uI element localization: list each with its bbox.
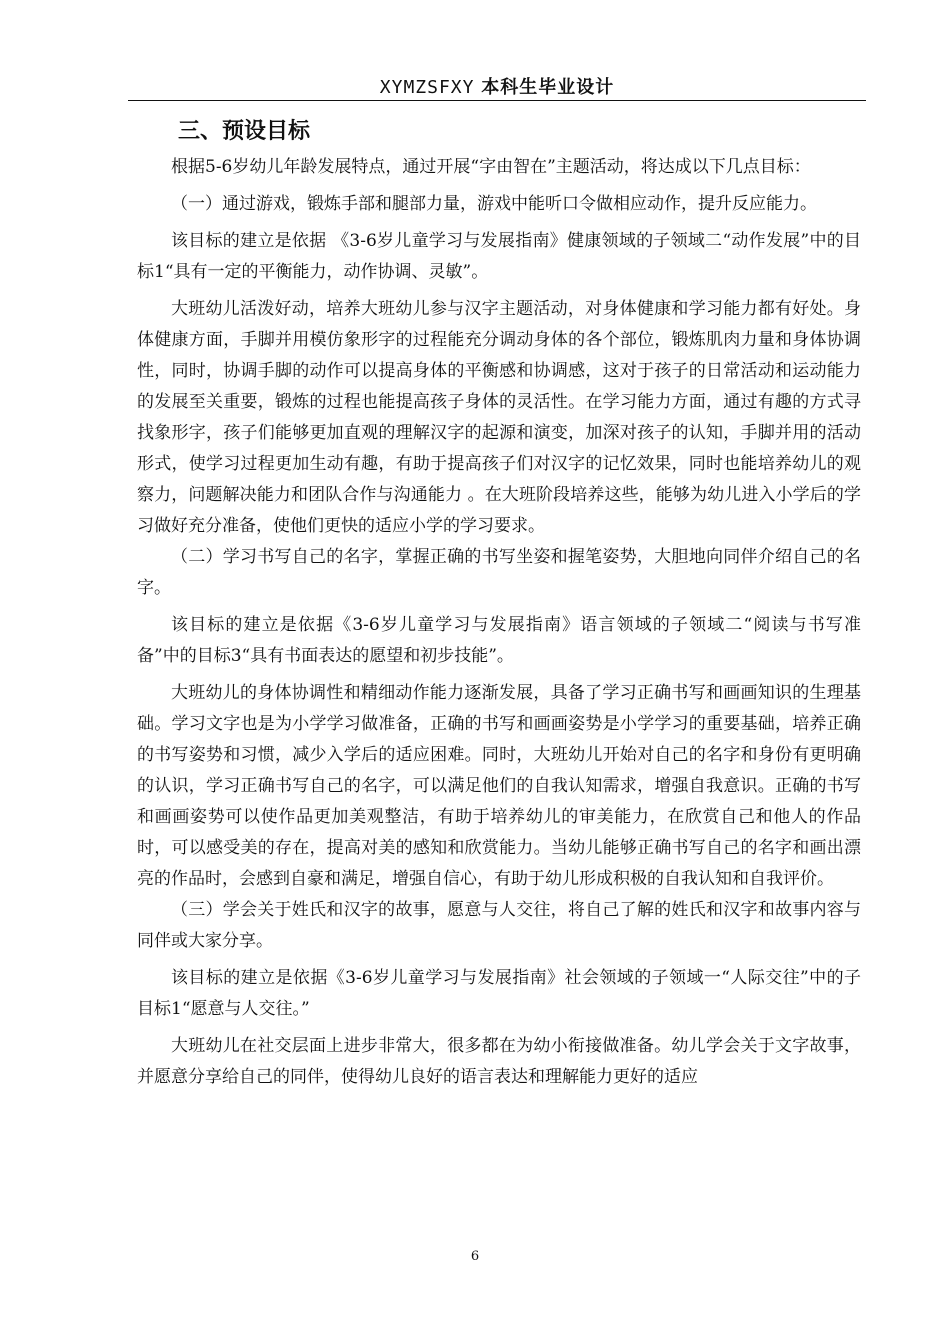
goal-two-explanation: 大班幼儿的身体协调性和精细动作能力逐渐发展，具备了学习正确书写和画画知识的生理基础。学习文字也是为小学学习做准备，正确的书写和画画姿势是小学学习的重要基础，培养正确的书写姿势和习惯，减少入学后的适应困难。同时，大班幼儿开始对自己的名字和身份有更明确的认识，学习正确书写自己的名字，可以满足他们的自我认知需求，增强自我意识。正确的书写和画画姿势可以使作品更加美观整洁，有助于培养幼儿的审美能力，在欣赏自己和他人的作品时，可以感受美的存在，提高对美的感知和欣赏能力。当幼儿能够正确书写自己的名字和画出漂亮的作品时，会感到自豪和满足，增强自信心，有助于幼儿形成积极的自我认知和自我评价。 [137,683,861,889]
goal-three-explanation: 大班幼儿在社交层面上进步非常大，很多都在为幼小衔接做准备。幼儿学会关于文字故事，并愿意分享给自己的同伴，使得幼儿良好的语言表达和理解能力更好的适应 [137,1036,861,1087]
intro-paragraph: 根据5-6岁幼儿年龄发展特点，通过开展“字由智在”主题活动，将达成以下几点目标： [171,157,811,177]
header-school-code: XYMZSFXY [379,77,475,98]
header-divider [128,100,866,101]
goal-two-basis: 该目标的建立是依据《3-6岁儿童学习与发展指南》语言领域的子领域二“阅读与书写准备”中的目标3“具有书面表达的愿望和初步技能”。 [137,615,861,666]
goal-one: （一）通过游戏，锻炼手部和腿部力量，游戏中能听口令做相应动作，提升反应能力。 [171,194,817,214]
goal-two: （二）学习书写自己的名字，掌握正确的书写坐姿和握笔姿势，大胆地向同伴介绍自己的名字。 [137,547,861,598]
body-text [137,114,861,1093]
goal-one-basis: 该目标的建立是依据 《3-6岁儿童学习与发展指南》健康领域的子领域二“动作发展”中的目标1“具有一定的平衡能力，动作协调、灵敏”。 [137,231,861,282]
goal-three: （三）学会关于姓氏和汉字的故事，愿意与人交往，将自己了解的姓氏和汉字和故事内容与同伴或大家分享。 [137,900,861,951]
header-title: 本科生毕业设计 [481,77,615,98]
goal-three-basis: 该目标的建立是依据《3-6岁儿童学习与发展指南》社会领域的子领域一“人际交往”中的子目标1“愿意与人交往。” [137,968,861,1019]
page-number: 6 [470,1249,480,1264]
section-heading: 三、预设目标 [178,119,311,144]
goal-one-explanation: 大班幼儿活泼好动，培养大班幼儿参与汉字主题活动，对身体健康和学习能力都有好处。身体健康方面，手脚并用模仿象形字的过程能充分调动身体的各个部位，锻炼肌肉力量和身体协调性，同时，协调手脚的动作可以提高身体的平衡感和协调感，这对于孩子的日常活动和运动能力的发展至关重要，锻炼的过程也能提高孩子身体的灵活性。在学习能力方面，通过有趣的方式寻找象形字，孩子们能够更加直观的理解汉字的起源和演变，加深对孩子的认知，手脚并用的活动形式，使学习过程更加生动有趣，有助于提高孩子们对汉字的记忆效果，同时也能培养幼儿的观察力，问题解决能力和团队合作与沟通能力 。在大班阶段培养这些，能够为幼儿进入小学后的学习做好充分准备，使他们更快的适应小学的学习要求。 [137,299,861,536]
running-header [128,76,866,100]
